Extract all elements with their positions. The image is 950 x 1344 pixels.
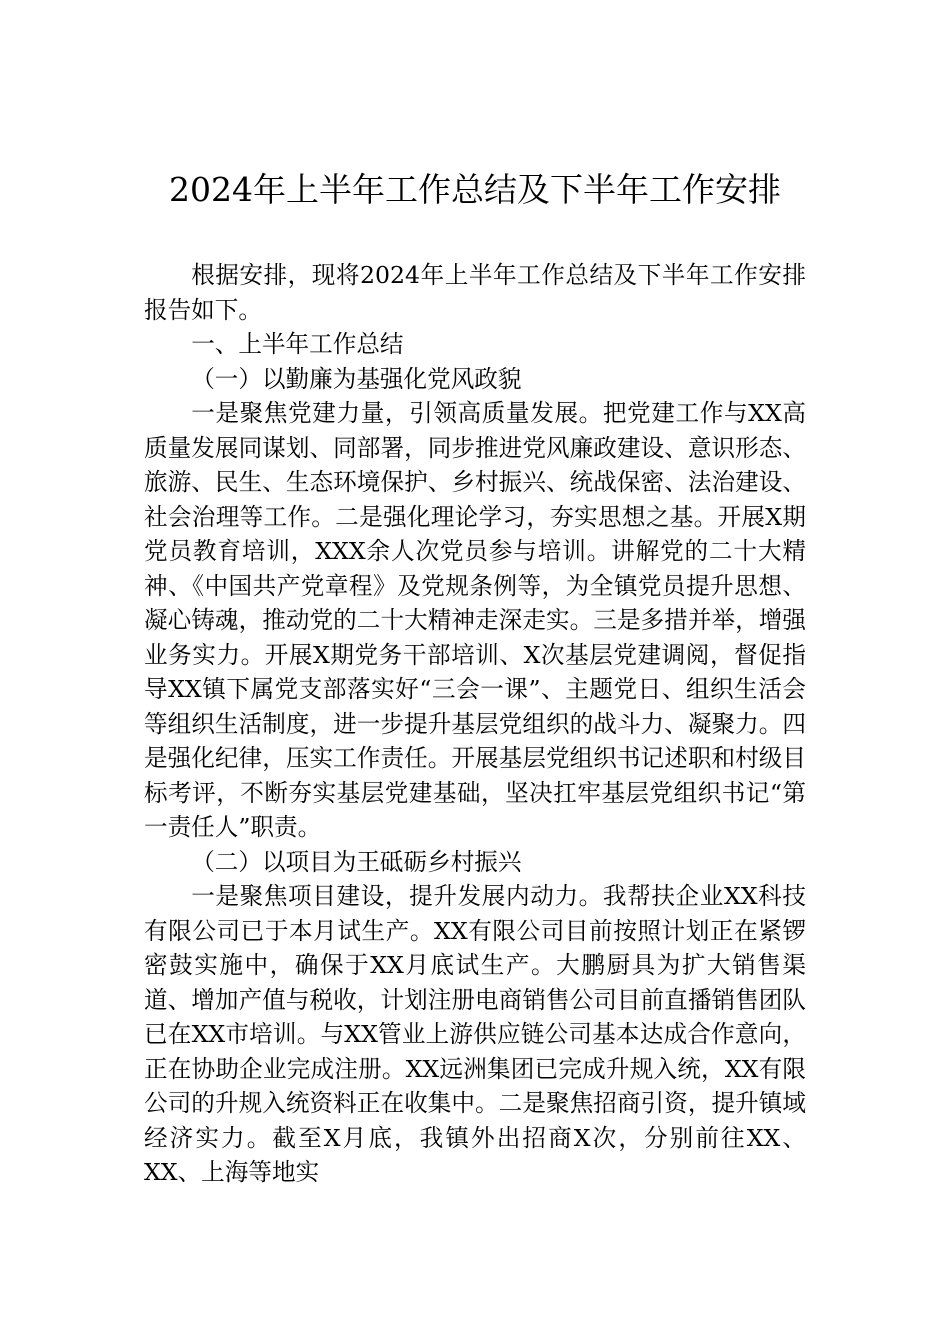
subsection-heading-2: （二）以项目为王砥砺乡村振兴 [191, 847, 522, 876]
subsection-heading-1: （一）以勤廉为基强化党风政貌 [191, 364, 522, 393]
section-heading-1: 一、上半年工作总结 [191, 330, 404, 358]
subsection-2-paragraph: 一是聚焦项目建设，提升发展内动力。我帮扶企业XX科技有限公司已于本月试生产。XX有限公司目前按照计划正在紧锣密鼓实施中，确保于XX月底试生产。大鹏厨具为扩大销售渠道、增加产值与税收，计划注册电商销售公司目前直播销售团队已在XX市培训。与XX管业上游供应链公司基本达成合作意向，正在协助企业完成注册。XX远洲集团已完成升规入统，XX有限公司的升规入统资料正在收集中。二是聚焦招商引资，提升镇域经济实力。截至X月底，我镇外出招商X次，分别前往XX、XX、上海等地实 [144, 882, 806, 1186]
intro-paragraph: 根据安排，现将2024年上半年工作总结及下半年工作安排报告如下。 [144, 261, 806, 324]
document-body [144, 258, 806, 1190]
subsection-1-paragraph: 一是聚焦党建力量，引领高质量发展。把党建工作与XX高质量发展同谋划、同部署，同步推进党风廉政建设、意识形态、旅游、民生、生态环境保护、乡村振兴、统战保密、法治建设、社会治理等工作。二是强化理论学习，夯实思想之基。开展X期党员教育培训，XXX余人次党员参与培训。讲解党的二十大精神、《中国共产党章程》及党规条例等，为全镇党员提升思想、凝心铸魂，推动党的二十大精神走深走实。三是多措并举，增强业务实力。开展X期党务干部培训、X次基层党建调阅，督促指导XX镇下属党支部落实好“三会一课”、主题党日、组织生活会等组织生活制度，进一步提升基层党组织的战斗力、凝聚力。四是强化纪律，压实工作责任。开展基层党组织书记述职和村级目标考评，不断夯实基层党建基础，坚决扛牢基层党组织书记“第一责任人”职责。 [144, 399, 806, 841]
document-title: 2024年上半年工作总结及下半年工作安排 [169, 170, 781, 209]
